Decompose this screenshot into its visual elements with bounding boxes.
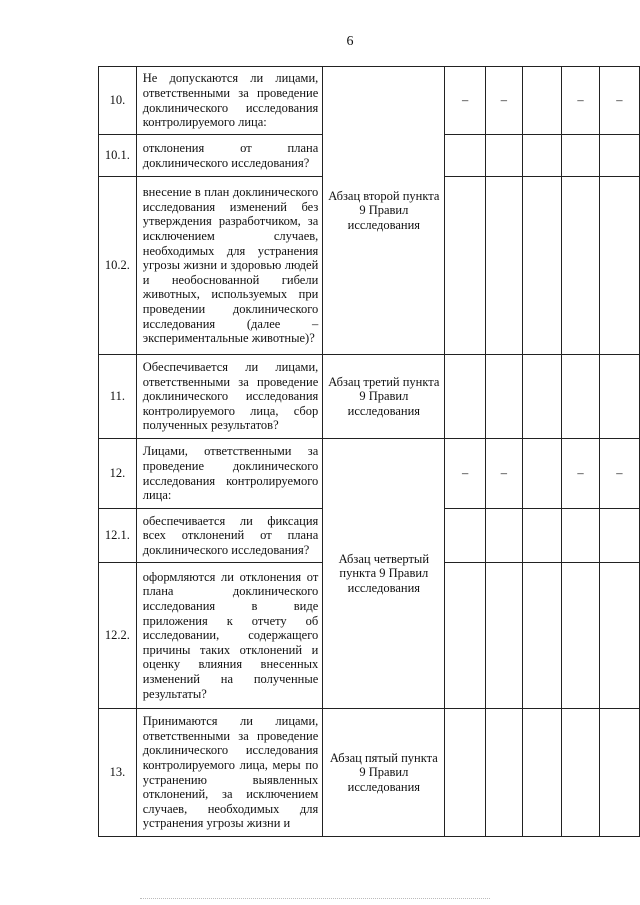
row-number: 12.2. [99, 563, 137, 709]
answer-na-cell[interactable] [523, 509, 562, 563]
answer-yes-cell[interactable] [445, 509, 485, 563]
answer-cell: – [562, 67, 599, 135]
notes-cell: – [599, 67, 639, 135]
answer-yes-cell[interactable] [445, 135, 485, 177]
answer-na-cell[interactable] [523, 563, 562, 709]
checklist-table [98, 66, 640, 837]
row-number: 11. [99, 355, 137, 439]
answer-cell[interactable] [562, 509, 599, 563]
notes-cell[interactable] [599, 135, 639, 177]
scan-artifact-divider [140, 898, 490, 899]
answer-no-cell[interactable] [485, 509, 522, 563]
notes-cell[interactable] [599, 509, 639, 563]
table-row [99, 355, 640, 439]
question-text: внесение в план доклинического исследования изменений без утверждения разработчиком, за исключением случаев, необходимых для устранения угрозы жизни и здоровью людей и необоснованной гибели животных, используемых при проведении доклинического исследования (далее – экспериментальные животные)? [136, 177, 323, 355]
answer-no-cell[interactable] [485, 355, 522, 439]
answer-yes-cell[interactable] [445, 177, 485, 355]
question-text: отклонения от плана доклинического исследования? [136, 135, 323, 177]
answer-na-cell[interactable] [523, 135, 562, 177]
answer-cell: – [562, 439, 599, 509]
notes-cell[interactable] [599, 355, 639, 439]
question-text: Принимаются ли лицами, ответственными за проведение доклинического исследования контролируемого лица, меры по устранению выявленных отклонений, за исключением случаев, необходимых для устранения угрозы жизни и [136, 709, 323, 837]
question-text: оформляются ли отклонения от плана доклинического исследования в виде приложения к отчету об исследовании, содержащего причины таких отклонений и оценку влияния внесенных изменений на полученные результаты? [136, 563, 323, 709]
answer-yes-cell: – [445, 67, 485, 135]
answer-yes-cell[interactable] [445, 355, 485, 439]
table-row [99, 67, 640, 135]
reference-cell: Абзац пятый пункта 9 Правил исследования [323, 709, 445, 837]
reference-cell: Абзац четвертый пункта 9 Правил исследования [323, 439, 445, 709]
answer-no-cell[interactable] [485, 135, 522, 177]
answer-cell[interactable] [562, 563, 599, 709]
answer-cell[interactable] [562, 177, 599, 355]
table-row [99, 439, 640, 509]
answer-yes-cell[interactable] [445, 709, 485, 837]
row-number: 12.1. [99, 509, 137, 563]
answer-cell[interactable] [562, 355, 599, 439]
row-number: 10.2. [99, 177, 137, 355]
answer-na-cell[interactable] [523, 177, 562, 355]
row-number: 13. [99, 709, 137, 837]
answer-na-cell[interactable] [523, 709, 562, 837]
page-number: 6 [346, 34, 354, 49]
answer-na-cell [523, 67, 562, 135]
question-text: Лицами, ответственными за проведение доклинического исследования контролируемого лица: [136, 439, 323, 509]
answer-cell[interactable] [562, 135, 599, 177]
reference-cell: Абзац третий пункта 9 Правил исследования [323, 355, 445, 439]
row-number: 12. [99, 439, 137, 509]
table-row [99, 709, 640, 837]
answer-yes-cell[interactable] [445, 563, 485, 709]
answer-no-cell[interactable] [485, 177, 522, 355]
answer-no-cell: – [485, 439, 522, 509]
row-number: 10. [99, 67, 137, 135]
notes-cell: – [599, 439, 639, 509]
notes-cell[interactable] [599, 177, 639, 355]
answer-na-cell[interactable] [523, 355, 562, 439]
answer-no-cell[interactable] [485, 563, 522, 709]
answer-no-cell: – [485, 67, 522, 135]
question-text: обеспечивается ли фиксация всех отклонений от плана доклинического исследования? [136, 509, 323, 563]
answer-na-cell [523, 439, 562, 509]
answer-no-cell[interactable] [485, 709, 522, 837]
notes-cell[interactable] [599, 563, 639, 709]
notes-cell[interactable] [599, 709, 639, 837]
row-number: 10.1. [99, 135, 137, 177]
reference-cell: Абзац второй пункта 9 Правил исследования [323, 67, 445, 355]
answer-yes-cell: – [445, 439, 485, 509]
question-text: Обеспечивается ли лицами, ответственными за проведение доклинического исследования контролируемого лица, сбор полученных результатов? [136, 355, 323, 439]
question-text: Не допускаются ли лицами, ответственными за проведение доклинического исследования контролируемого лица: [136, 67, 323, 135]
answer-cell[interactable] [562, 709, 599, 837]
